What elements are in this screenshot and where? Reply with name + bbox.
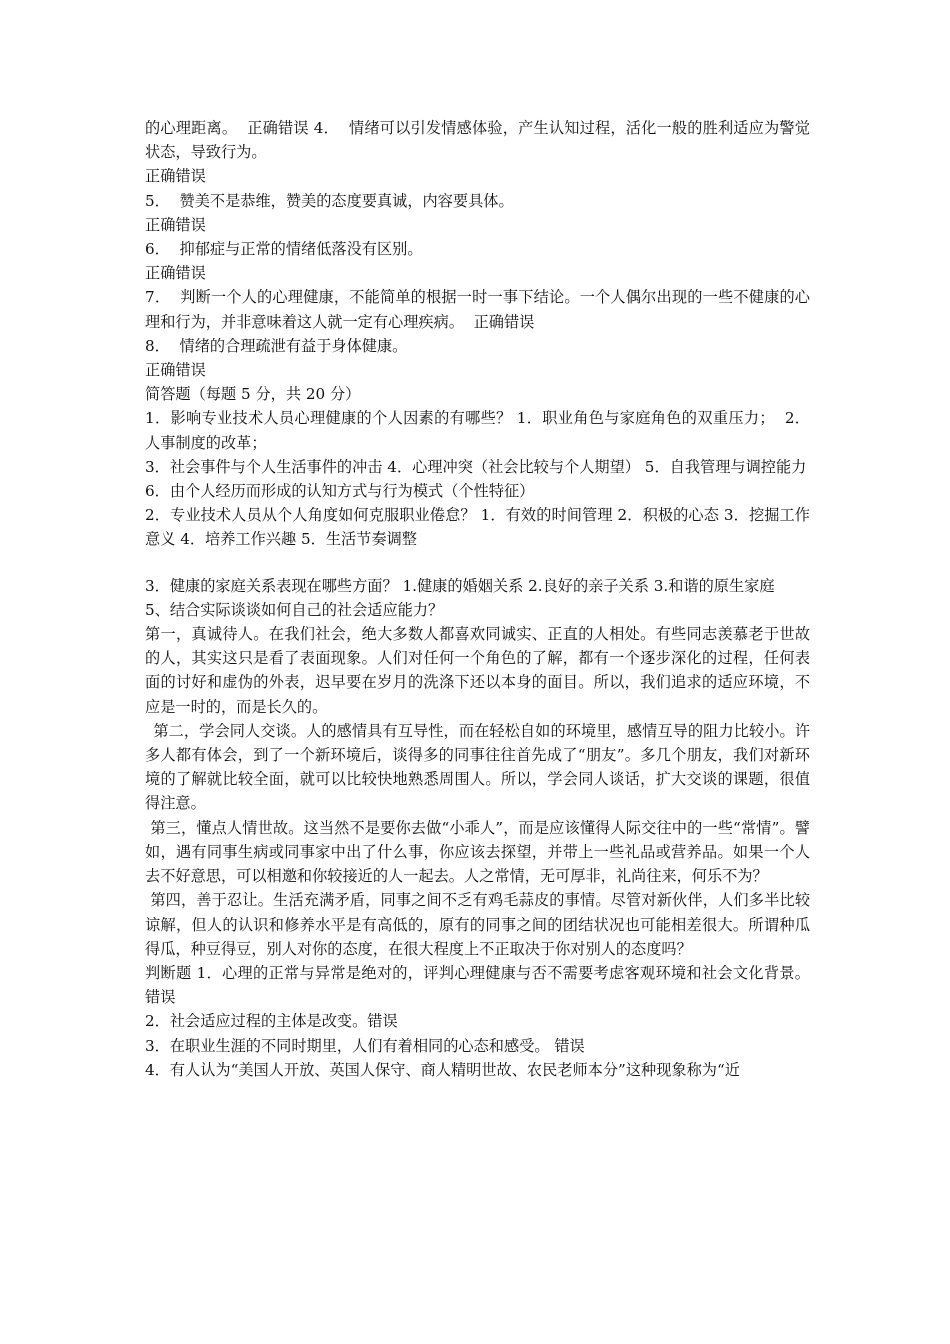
section-heading: 简答题（每题 5 分，共 20 分） — [145, 385, 361, 404]
paragraph: 判断题 1．心理的正常与异常是绝对的，评判心理健康与否不需要考虑客观环境和社会文化背景。错误 — [145, 963, 810, 1007]
paragraph: 3．健康的家庭关系表现在哪些方面？ 1.健康的婚姻关系 2.良好的亲子关系 3.和谐的原生家庭 — [145, 576, 775, 595]
paragraph: 8． 情绪的合理疏泄有益于身体健康。 — [145, 336, 408, 355]
paragraph: 3．社会事件与个人生活事件的冲击 4．心理冲突（社会比较与个人期望） 5．自我管理与调控能力 — [145, 457, 807, 476]
paragraph: 第一，真诚待人。在我们社会，绝大多数人都喜欢同诚实、正直的人相处。有些同志羡慕老于世故的人，其实这只是看了表面现象。人们对任何一个角色的了解，都有一个逐步深化的过程，任何表面的讨好和虚伪的外表，迟早要在岁月的洗涤下还以本身的面目。所以，我们追求的适应环境，不应是一时的，而是长久的。 — [145, 625, 810, 716]
paragraph: 4．有人认为“美国人开放、英国人保守、商人精明世故、农民老师本分”这种现象称为“近 — [145, 1060, 740, 1079]
blank-line — [145, 552, 810, 574]
paragraph: 6．由个人经历而形成的认知方式与行为模式（个性特征） — [145, 482, 535, 501]
paragraph: 3．在职业生涯的不同时期里，人们有着相同的心态和感受。 错误 — [145, 1036, 585, 1055]
paragraph: 5． 赞美不是恭维，赞美的态度要真诚，内容要具体。 — [145, 191, 514, 210]
paragraph: 2．专业技术人员从个人角度如何克服职业倦怠？ 1．有效的时间管理 2．积极的心态 3．挖掘工作意义 4．培养工作兴趣 5．生活节奏调整 — [145, 506, 810, 549]
paragraph: 正确错误 — [145, 264, 206, 283]
paragraph: 2．社会适应过程的主体是改变。错误 — [145, 1012, 398, 1031]
paragraph: 第四，善于忍让。生活充满矛盾，同事之间不乏有鸡毛蒜皮的事情。尽管对新伙伴，人们多半比较谅解，但人的认识和修养水平是有高低的，原有的同事之间的团结状况也可能相差很大。所谓种瓜得瓜，种豆得豆，别人对你的态度，在很大程度上不正取决于你对别人的态度吗？ — [145, 891, 810, 958]
paragraph: 正确错误 — [145, 167, 206, 186]
paragraph: 正确错误 — [145, 215, 206, 234]
paragraph: 第二，学会同人交谈。人的感情具有互导性，而在轻松自如的环境里，感情互导的阻力比较小。许多人都有体会，到了一个新环境后，谈得多的同事往往首先成了“朋友”。多几个朋友，我们对新环境的了解就比较全面，就可以比较快地熟悉周围人。所以，学会同人谈话，扩大交谈的课题，很值得注意。 — [145, 721, 810, 813]
document-page — [145, 116, 810, 1082]
paragraph: 正确错误 — [145, 361, 206, 380]
paragraph: 6． 抑郁症与正常的情绪低落没有区别。 — [145, 240, 423, 259]
paragraph: 5、结合实际谈谈如何自己的社会适应能力？ — [145, 600, 444, 619]
paragraph: 1．影响专业技术人员心理健康的个人因素的有哪些？ 1．职业角色与家庭角色的双重压力； 2．人事制度的改革； — [145, 409, 810, 452]
paragraph: 7． 判断一个人的心理健康，不能简单的根据一时一事下结论。一个人偶尔出现的一些不健康的心理和行为，并非意味着这人就一定有心理疾病。 正确错误 — [145, 288, 810, 331]
paragraph: 的心理距离。 正确错误 4． 情绪可以引发情感体验，产生认知过程，活化一般的胜利适应为警觉状态，导致行为。 — [145, 119, 810, 162]
paragraph: 第三，懂点人情世故。这当然不是要你去做“小乖人”，而是应该懂得人际交往中的一些“常情”。譬如，遇有同事生病或同事家中出了什么事，你应该去探望，并带上一些礼品或营养品。如果一个人去不好意思，可以相邀和你较接近的人一起去。人之常情，无可厚非，礼尚往来，何乐不为？ — [145, 818, 810, 886]
